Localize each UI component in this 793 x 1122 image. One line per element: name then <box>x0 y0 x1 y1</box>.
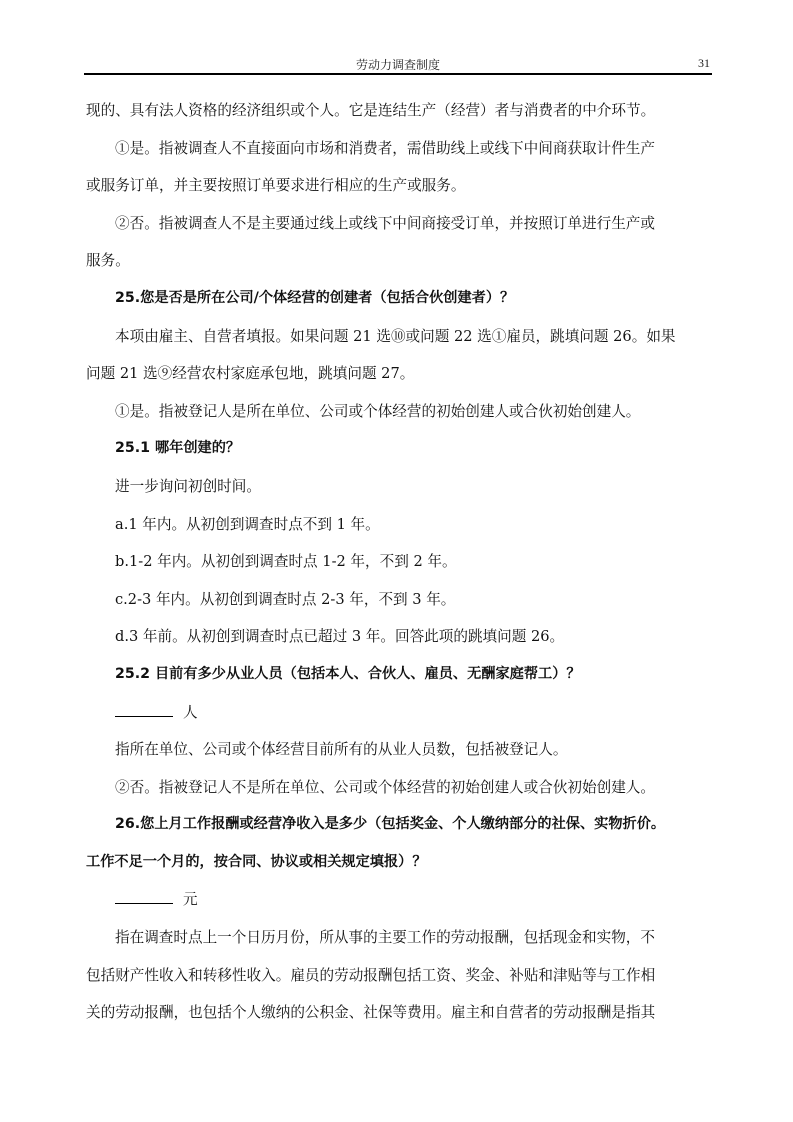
question-25-1-heading: 25.1 哪年创建的？ <box>115 440 241 457</box>
page-header <box>86 54 710 74</box>
option-no-line: ②否。指被调查人不是主要通过线上或线下中间商接受订单，并按照订单进行生产或 <box>115 214 655 232</box>
paragraph-line: 服务。 <box>86 252 130 270</box>
paragraph-line: 进一步询问初创时间。 <box>115 477 261 495</box>
question-26-heading-cont: 工作不足一个月的，按合同、协议或相关规定填报）？ <box>86 853 427 870</box>
option-no-line: ②否。指被登记人不是所在单位、公司或个体经营的初始创建人或合伙初始创建人。 <box>115 778 655 796</box>
answer-blank-yuan <box>86 881 710 919</box>
question-25-heading: 25.您是否是所在公司/个体经营的创建者（包括合伙创建者）？ <box>115 289 515 306</box>
answer-blank-people <box>86 694 710 732</box>
option-yes-line: ①是。指被登记人是所在单位、公司或个体经营的初始创建人或合伙初始创建人。 <box>115 402 641 420</box>
paragraph-line: 问题 21 选⑨经营农村家庭承包地，跳填问题 27。 <box>86 365 415 383</box>
paragraph-line: 本项由雇主、自营者填报。如果问题 21 选⑩或问题 22 选①雇员，跳填问题 26。如果 <box>115 327 676 345</box>
question-25-2-heading: 25.2 目前有多少从业人员（包括本人、合伙人、雇员、无酬家庭帮工）？ <box>115 665 581 682</box>
page-number: 31 <box>698 56 710 70</box>
paragraph-line: 指在调查时点上一个日历月份，所从事的主要工作的劳动报酬，包括现金和实物，不 <box>115 929 655 947</box>
unit-label: 人 <box>183 703 198 721</box>
header-title: 劳动力调查制度 <box>355 58 440 72</box>
paragraph-line: 包括财产性收入和转移性收入。雇员的劳动报酬包括工资、奖金、补贴和津贴等与工作相 <box>86 966 656 984</box>
option-yes-line: ①是。指被调查人不直接面向市场和消费者，需借助线上或线下中间商获取计件生产 <box>115 139 655 157</box>
fill-in-blank <box>115 889 173 904</box>
paragraph-line: 关的劳动报酬，也包括个人缴纳的公积金、社保等费用。雇主和自营者的劳动报酬是指其 <box>86 1004 656 1022</box>
option-b-line: b.1-2 年内。从初创到调查时点 1-2 年，不到 2 年。 <box>115 553 457 571</box>
header-rule <box>84 73 712 75</box>
option-c-line: c.2-3 年内。从初创到调查时点 2-3 年，不到 3 年。 <box>115 590 456 608</box>
question-26-heading: 26.您上月工作报酬或经营净收入是多少（包括奖金、个人缴纳部分的社保、实物折价。 <box>115 816 666 833</box>
paragraph-line: 指所在单位、公司或个体经营目前所有的从业人员数，包括被登记人。 <box>115 741 568 759</box>
unit-label: 元 <box>183 891 198 909</box>
document-body <box>86 92 710 1032</box>
option-a-line: a.1 年内。从初创到调查时点不到 1 年。 <box>115 515 380 533</box>
option-d-line: d.3 年前。从初创到调查时点已超过 3 年。回答此项的跳填问题 26。 <box>115 628 565 646</box>
paragraph-line: 现的、具有法人资格的经济组织或个人。它是连结生产（经营）者与消费者的中介环节。 <box>86 102 656 119</box>
fill-in-blank <box>115 702 173 717</box>
paragraph-line: 或服务订单，并主要按照订单要求进行相应的生产或服务。 <box>86 177 466 195</box>
